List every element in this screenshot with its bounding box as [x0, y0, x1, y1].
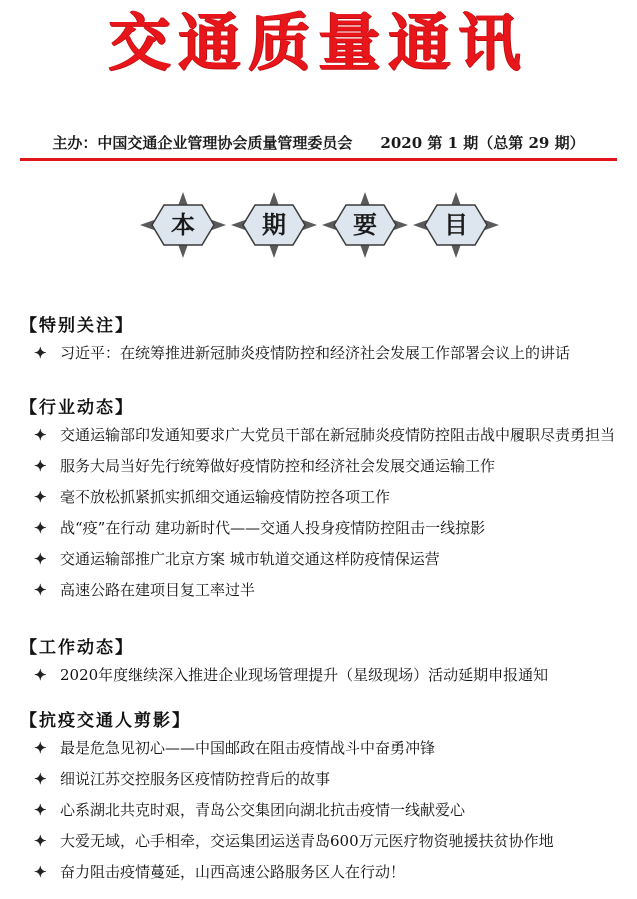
star-bullet-icon: ✦ [34, 801, 47, 819]
star-bullet-icon: ✦ [34, 550, 47, 568]
article-title: 大爱无域，心手相牵，交运集团运送青岛600万元医疗物资驰援扶贫协作地 [60, 832, 554, 850]
section-heading: 【抗疫交通人剪影】 [20, 711, 191, 731]
article-item[interactable] [20, 575, 620, 606]
article-item[interactable] [20, 420, 620, 451]
star-bullet-icon: ✦ [34, 344, 47, 362]
contents-hexagon [413, 192, 499, 258]
star-bullet-icon: ✦ [34, 457, 47, 475]
section-heading: 【工作动态】 [20, 638, 134, 658]
star-bullet-icon: ✦ [34, 832, 47, 850]
star-bullet-icon: ✦ [34, 770, 47, 788]
section-work-news [20, 636, 620, 691]
publisher-line [0, 132, 637, 153]
article-title: 战“疫”在行动 建功新时代——交通人投身疫情防控阻击一线掠影 [60, 519, 486, 537]
article-item[interactable] [20, 451, 620, 482]
article-title: 奋力阻击疫情蔓延，山西高速公路服务区人在行动！ [60, 863, 406, 881]
contents-char: 期 [262, 210, 286, 239]
issue-number: 2020 第 1 期（总第 29 期） [380, 134, 585, 152]
star-bullet-icon: ✦ [34, 739, 47, 757]
article-item[interactable] [20, 857, 620, 888]
star-bullet-icon: ✦ [34, 426, 47, 444]
article-item[interactable] [20, 513, 620, 544]
section-heading: 【行业动态】 [20, 398, 134, 418]
article-title: 最是危急见初心——中国邮政在阻击疫情战斗中奋勇冲锋 [60, 739, 436, 757]
article-title: 服务大局当好先行统筹做好疫情防控和经济社会发展交通运输工作 [60, 457, 496, 475]
star-bullet-icon: ✦ [34, 581, 47, 599]
section-industry-news [20, 396, 620, 606]
section-special-focus [20, 314, 620, 369]
contents-hexagon [140, 192, 226, 258]
article-title: 心系湖北共克时艰，青岛公交集团向湖北抗击疫情一线献爱心 [60, 801, 466, 819]
article-item[interactable] [20, 338, 620, 369]
masthead [0, 6, 637, 79]
star-bullet-icon: ✦ [34, 666, 47, 684]
article-item[interactable] [20, 826, 620, 857]
header-divider [20, 158, 617, 161]
contents-char: 本 [171, 210, 195, 239]
article-title: 交通运输部印发通知要求广大党员干部在新冠肺炎疫情防控阻击战中履职尽责勇担当 [60, 426, 616, 444]
article-item[interactable] [20, 544, 620, 575]
section-anti-epidemic-profiles [20, 709, 620, 888]
article-item[interactable] [20, 660, 620, 691]
contents-banner [140, 192, 500, 258]
contents-char: 目 [444, 210, 468, 239]
contents-hexagon [231, 192, 317, 258]
star-bullet-icon: ✦ [34, 519, 47, 537]
article-title: 2020年度继续深入推进企业现场管理提升（星级现场）活动延期申报通知 [60, 666, 549, 684]
masthead-title: 交通质量通讯 [108, 6, 529, 79]
sponsor-text: 主办：中国交通企业管理协会质量管理委员会 [52, 134, 353, 152]
contents-hexagon [322, 192, 408, 258]
star-bullet-icon: ✦ [34, 488, 47, 506]
article-title: 毫不放松抓紧抓实抓细交通运输疫情防控各项工作 [60, 488, 391, 506]
article-item[interactable] [20, 764, 620, 795]
article-title: 细说江苏交控服务区疫情防控背后的故事 [60, 770, 331, 788]
star-bullet-icon: ✦ [34, 863, 47, 881]
article-title: 习近平：在统筹推进新冠肺炎疫情防控和经济社会发展工作部署会议上的讲话 [60, 344, 571, 362]
article-item[interactable] [20, 795, 620, 826]
article-item[interactable] [20, 733, 620, 764]
section-heading: 【特别关注】 [20, 316, 134, 336]
article-title: 交通运输部推广北京方案 城市轨道交通这样防疫情保运营 [60, 550, 440, 568]
article-item[interactable] [20, 482, 620, 513]
article-title: 高速公路在建项目复工率过半 [60, 581, 256, 599]
contents-char: 要 [353, 210, 377, 239]
